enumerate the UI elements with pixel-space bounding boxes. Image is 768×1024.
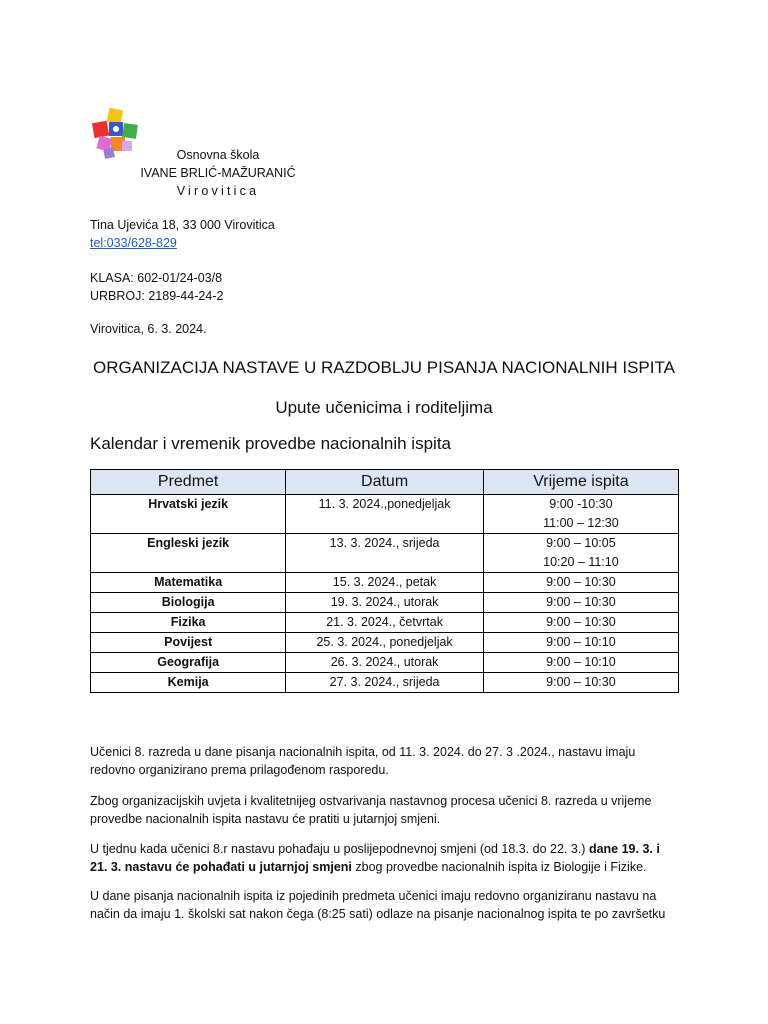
date-cell: 21. 3. 2024., četvrtak	[286, 613, 484, 633]
table-row	[91, 573, 679, 593]
column-header-time: Vrijeme ispita	[483, 470, 678, 495]
urbroj-number: URBROJ: 2189-44-24-2	[90, 289, 224, 303]
document-subtitle: Upute učenicima i roditeljima	[275, 398, 493, 417]
time-slot: 9:00 – 10:30	[546, 675, 616, 689]
time-slot: 9:00 – 10:30	[546, 595, 616, 609]
date-cell: 19. 3. 2024., utorak	[286, 593, 484, 613]
exam-schedule-table	[90, 469, 679, 693]
column-header-subject: Predmet	[91, 470, 286, 495]
date-cell: 26. 3. 2024., utorak	[286, 653, 484, 673]
time-slot: 9:00 -10:30	[549, 497, 613, 511]
klasa-number: KLASA: 602-01/24-03/8	[90, 271, 223, 285]
school-name-block	[118, 146, 318, 200]
subject-cell: Povijest	[91, 633, 286, 653]
school-name: IVANE BRLIĆ-MAŽURANIĆ	[140, 166, 296, 180]
place-date: Virovitica, 6. 3. 2024.	[90, 322, 207, 336]
time-slot: 9:00 – 10:10	[546, 655, 616, 669]
table-row	[91, 495, 679, 534]
table-row	[91, 534, 679, 573]
paragraph-3	[90, 840, 680, 876]
time-slot: 9:00 – 10:30	[546, 615, 616, 629]
table-body	[91, 495, 679, 693]
time-cell	[483, 573, 678, 593]
time-slot: 9:00 – 10:05	[546, 536, 616, 550]
time-cell	[483, 673, 678, 693]
time-cell	[483, 495, 678, 534]
time-slot: 10:20 – 11:10	[543, 555, 619, 569]
school-type: Osnovna škola	[176, 148, 260, 162]
school-address: Tina Ujevića 18, 33 000 Virovitica	[90, 218, 275, 232]
time-slot: 11:00 – 12:30	[543, 516, 619, 530]
subject-cell: Geografija	[91, 653, 286, 673]
table-row	[91, 653, 679, 673]
paragraph-4: U dane pisanja nacionalnih ispita iz pojedinih predmeta učenici imaju redovno organiziranu nastavu na način da imaju 1. školski sat nakon čega (8:25 sati) odlaze na pisanje nacionalnog ispita te po završetku	[90, 889, 666, 921]
date-cell: 25. 3. 2024., ponedjeljak	[286, 633, 484, 653]
document-title: ORGANIZACIJA NASTAVE U RAZDOBLJU PISANJA NACIONALNIH ISPITA	[93, 358, 675, 377]
table-row	[91, 673, 679, 693]
time-cell	[483, 593, 678, 613]
time-cell	[483, 613, 678, 633]
contact-block	[90, 216, 275, 252]
date-cell: 27. 3. 2024., srijeda	[286, 673, 484, 693]
table-header-row	[91, 470, 679, 495]
paragraph-3-part-c: zbog provedbe nacionalnih ispita iz Biologije i Fizike.	[351, 860, 647, 874]
time-cell	[483, 633, 678, 653]
paragraph-3-bold: dane 19. 3. i 21. 3. nastavu će pohađati u jutarnjoj smjeni	[90, 842, 660, 874]
subject-cell: Hrvatski jezik	[91, 495, 286, 534]
calendar-heading: Kalendar i vremenik provedbe nacionalnih ispita	[90, 434, 451, 453]
date-cell: 15. 3. 2024., petak	[286, 573, 484, 593]
subject-cell: Kemija	[91, 673, 286, 693]
reference-block	[90, 269, 223, 305]
time-cell	[483, 653, 678, 673]
subject-cell: Fizika	[91, 613, 286, 633]
time-cell	[483, 534, 678, 573]
paragraph-3-part-a: U tjednu kada učenici 8.r nastavu pohađaju u poslijepodnevnoj smjeni (od 18.3. do 22. 3.)	[90, 842, 589, 856]
time-slot: 9:00 – 10:30	[546, 575, 616, 589]
school-city: Virovitica	[176, 184, 260, 198]
table-row	[91, 593, 679, 613]
date-cell: 11. 3. 2024.,ponedjeljak	[286, 495, 484, 534]
phone-link[interactable]: tel:033/628-829	[90, 236, 177, 250]
table-row	[91, 613, 679, 633]
subject-cell: Matematika	[91, 573, 286, 593]
paragraph-1: Učenici 8. razreda u dane pisanja nacionalnih ispita, od 11. 3. 2024. do 27. 3 .2024., nastavu imaju redovno organizirano prema prilagođenom rasporedu.	[90, 745, 636, 777]
column-header-date: Datum	[286, 470, 484, 495]
table-row	[91, 633, 679, 653]
date-cell: 13. 3. 2024., srijeda	[286, 534, 484, 573]
subject-cell: Biologija	[91, 593, 286, 613]
paragraph-2: Zbog organizacijskih uvjeta i kvalitetnijeg ostvarivanja nastavnog procesa učenici 8. razreda u vrijeme provedbe nacionalnih ispita nastavu će pratiti u jutarnjoj smjeni.	[90, 794, 652, 826]
time-slot: 9:00 – 10:10	[546, 635, 616, 649]
subject-cell: Engleski jezik	[91, 534, 286, 573]
